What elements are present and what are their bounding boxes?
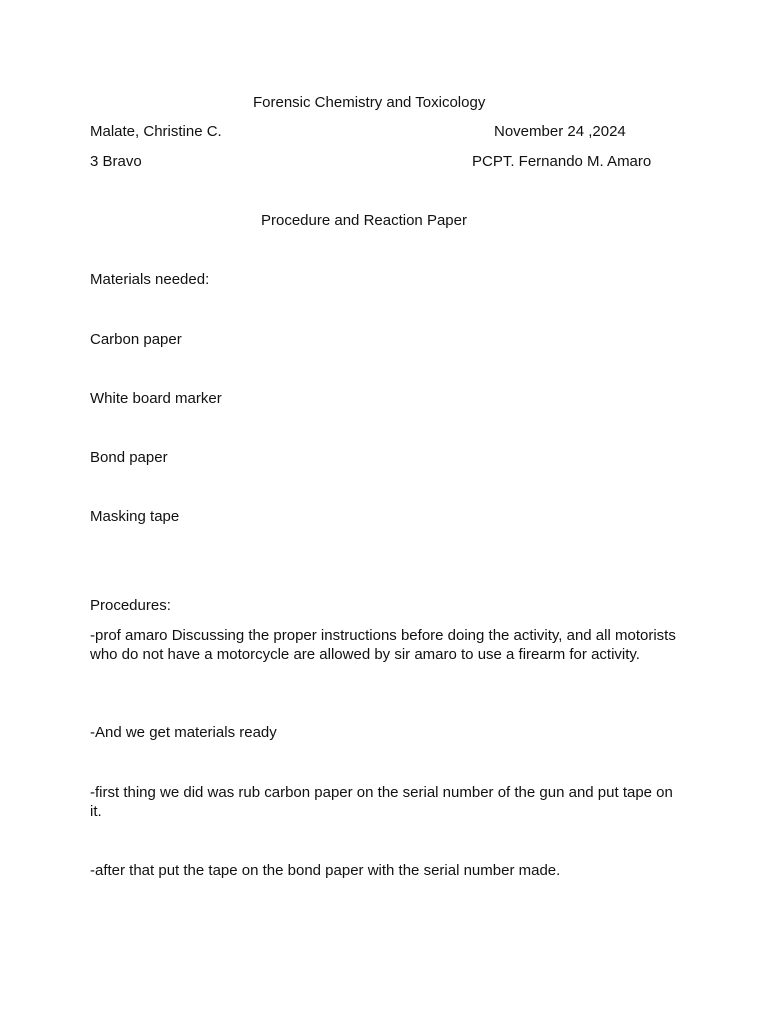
material-item: Masking tape: [90, 508, 180, 525]
course-title: Forensic Chemistry and Toxicology: [253, 94, 486, 111]
procedure-step: -And we get materials ready: [90, 724, 277, 741]
paper-title: Procedure and Reaction Paper: [261, 212, 467, 229]
material-item: White board marker: [90, 390, 222, 407]
materials-heading: Materials needed:: [90, 271, 210, 288]
section-label: 3 Bravo: [90, 153, 142, 170]
procedure-step: -after that put the tape on the bond paper with the serial number made.: [90, 862, 561, 879]
material-item: Carbon paper: [90, 331, 182, 348]
procedures-heading: Procedures:: [90, 597, 171, 614]
student-name: Malate, Christine C.: [90, 123, 222, 140]
submission-date: November 24 ,2024: [494, 123, 626, 140]
instructor-name: PCPT. Fernando M. Amaro: [472, 153, 652, 170]
material-item: Bond paper: [90, 449, 168, 466]
procedure-step: -first thing we did was rub carbon paper on the serial number of the gun and put tape on it.: [90, 784, 673, 820]
procedure-step: -prof amaro Discussing the proper instructions before doing the activity, and all motorists who do not have a motorcycle are allowed by sir amaro to use a firearm for activity.: [90, 627, 676, 663]
